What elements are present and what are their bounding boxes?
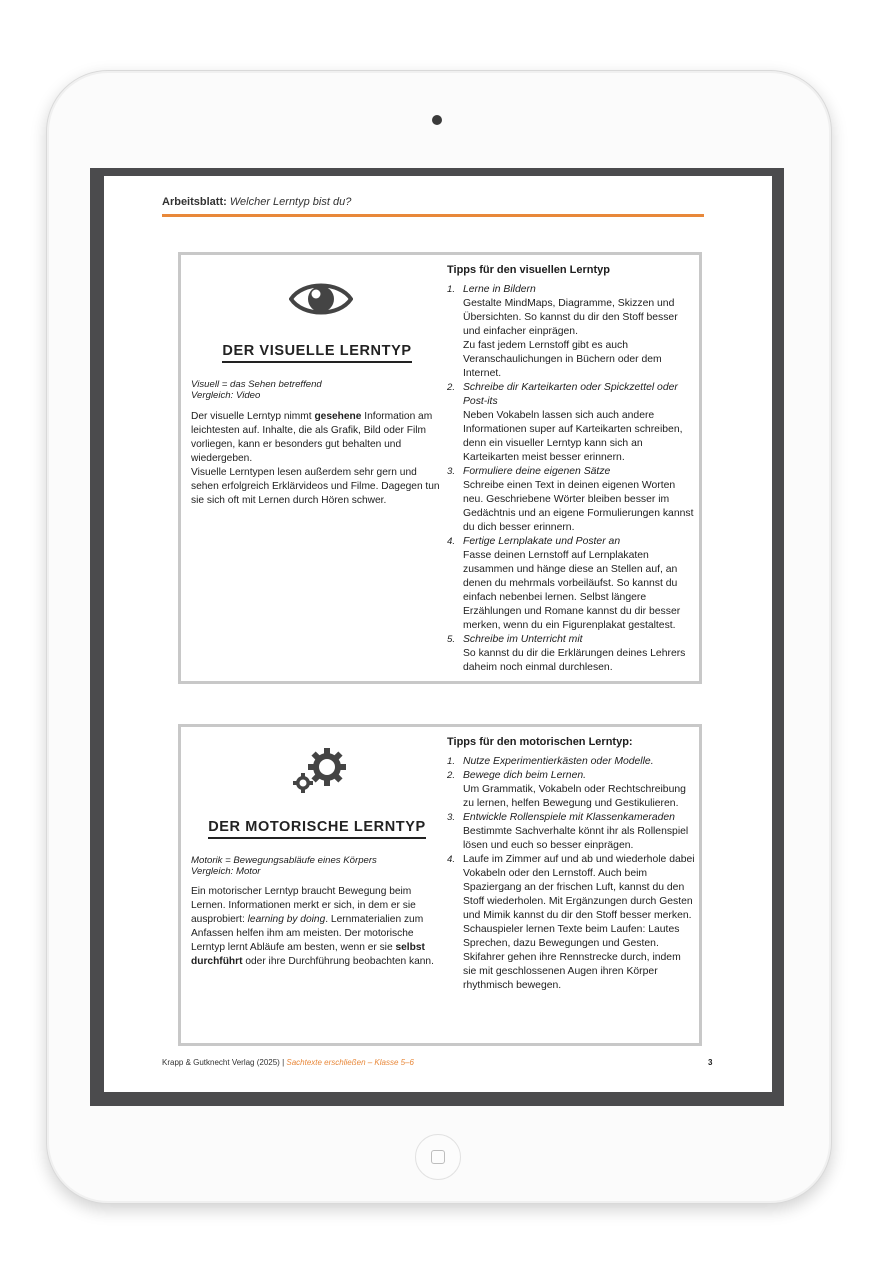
visual-learner-box: [178, 252, 702, 684]
list-item: 4. Laufe im Zimmer auf und ab und wiederhole dabei Vokabeln oder den Lernstoff. Auch beim Spaziergang an der frischen Luft, kannst du den Stoff wiederholen. Mit Ergänzungen durch Gesten und Mimik kannst du dir den Stoff besser merken. Schauspieler lernen Texte beim Laufen: Lautes Sprechen, dazu Bewegungen und Gesten. Skifahrer gehen ihre Rennstrecke durch, indem sie mit geschlossenen Augen ihren Körper rhythmisch bewegen.: [447, 854, 695, 991]
visual-tips: [447, 263, 695, 675]
header-title: Welcher Lerntyp bist du?: [229, 196, 352, 208]
motor-tips-list: [447, 755, 695, 993]
visual-tips-list: [447, 283, 695, 675]
visual-title: DER VISUELLE LERNTYP: [191, 343, 443, 359]
gears-icon: [291, 745, 351, 800]
list-item: 3. Entwickle Rollenspiele mit Klassenkameraden Bestimmte Sachverhalte könnt ihr als Rollenspiel lösen und euch so besser einprägen.: [447, 812, 689, 851]
visual-definition: Visuell = das Sehen betreffend Vergleich: Video: [191, 379, 322, 401]
home-button[interactable]: [415, 1134, 461, 1180]
motor-title: DER MOTORISCHE LERNTYP: [191, 819, 443, 835]
home-square-icon: [431, 1150, 445, 1164]
motor-learner-box: [178, 724, 702, 1046]
camera-icon: [432, 115, 442, 125]
list-item: 1. Lerne in Bildern Gestalte MindMaps, Diagramme, Skizzen und Übersichten. So kannst du dir den Stoff besser und einfacher einprägen. Zu fast jedem Lernstoff gibt es auch Veranschaulichungen in Büchern oder dem Internet.: [447, 284, 678, 379]
header-label: Arbeitsblatt:: [162, 196, 227, 208]
motor-definition: Motorik = Bewegungsabläufe eines Körpers Vergleich: Motor: [191, 855, 377, 877]
motor-description: Ein motorischer Lerntyp braucht Bewegung beim Lernen. Informationen merkt er sich, in dem er sie ausprobiert: learning by doing. Lernmaterialien zum Anfassen helfen ihm am meisten. Der motorische Lerntyp lernt Abläufe am besten, wenn er sie selbst durchführt oder ihre Durchführung beobachten kann.: [191, 886, 434, 967]
motor-tips-heading: Tipps für den motorischen Lerntyp:: [447, 736, 633, 748]
list-item: 2. Bewege dich beim Lernen. Um Grammatik, Vokabeln oder Rechtschreibung zu lernen, helfen Bewegung und Gestikulieren.: [447, 770, 686, 809]
visual-tips-heading: Tipps für den visuellen Lerntyp: [447, 264, 610, 276]
visual-description: Der visuelle Lerntyp nimmt gesehene Information am leichtesten auf. Inhalte, die als Grafik, Bild oder Film vorliegen, kann er besonders gut behalten und wiedergeben. Visuelle Lerntypen lesen außerdem sehr gern und sehen erfolgreich Erklärvideos und Filme. Dagegen tun sie sich oft mit Lernen durch Hören schwer.: [191, 411, 440, 506]
motor-tips: [447, 735, 695, 993]
worksheet-page: [104, 176, 772, 1092]
list-item: 4. Fertige Lernplakate und Poster an Fasse deinen Lernstoff auf Lernplakaten zusammen und hänge diese an Stellen auf, an denen du mehrmals vorbeiläufst. So kannst du einfach nebenbei lernen. Selbst längere Erzählungen und Romane kannst du dir besser merken, wenn du ein Figurenplakat gestaltest.: [447, 536, 681, 631]
page-footer: Krapp & Gutknecht Verlag (2025) | Sachtexte erschließen – Klasse 5–6: [162, 1058, 415, 1067]
list-item: 3. Formuliere deine eigenen Sätze Schreibe einen Text in deinen eigenen Worten neu. Geschriebene Wörter bleiben besser im Gedächtnis und an eigene Formulierungen kannst du dich besser erinnern.: [447, 466, 694, 533]
header-rule: [162, 214, 704, 217]
page-number: 3: [708, 1058, 713, 1067]
list-item: 2. Schreibe dir Karteikarten oder Spickzettel oder Post-its Neben Vokabeln lassen sich auch andere Informationen super auf Karteikarten schreiben, denn ein visueller Lerntyp kann sich an Karteikarten meist besser erinnern.: [447, 382, 683, 463]
eye-icon: [289, 277, 353, 326]
list-item: 5. Schreibe im Unterricht mit So kannst du dir die Erklärungen deines Lehrers daheim noch einmal durchlesen.: [447, 634, 686, 673]
page-header: [162, 196, 704, 208]
list-item: 1. Nutze Experimentierkästen oder Modelle.: [447, 756, 654, 767]
